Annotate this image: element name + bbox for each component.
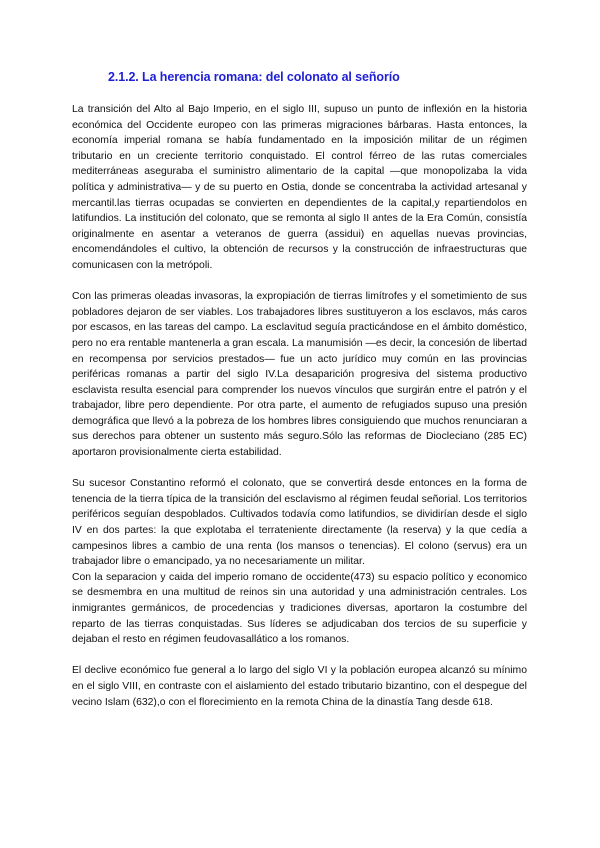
- document-body: [72, 102, 527, 726]
- paragraph-4: Con la separacion y caida del imperio romano de occidente(473) su espacio político y economico se desmembra en una multitud de reinos sin una autoridad y una administración centrales. Los inmigrantes germánicos, de procedencias y tradiciones diversas, aportaron la costumbre del reparto de las tierras conquistadas. Sus líderes se adjudicaban dos tercios de su superficie y dejaban el resto en régimen feudovasallático a los romanos.: [72, 571, 527, 646]
- section-heading: 2.1.2. La herencia romana: del colonato al señorío: [108, 70, 400, 84]
- paragraph-3: Su sucesor Constantino reformó el colonato, que se convertirá desde entonces en la forma de tenencia de la tierra típica de la transición del esclavismo al régimen feudal señorial. Los territorios periféricos seguían despoblados. Cultivados todavía como latifundios, se dividirían desde el siglo IV en dos partes: la que explotaba el terrateniente directamente (la reserva) y la que cedía a campesinos libres a cambio de una renta (los mansos o tenencias). El colono (servus) era un trabajador libre o emancipado, ya no necesariamente un militar.: [72, 478, 527, 568]
- paragraph-1: La transición del Alto al Bajo Imperio, en el siglo III, supuso un punto de inflexión en la historia económica del Occidente europeo con las primeras migraciones bárbaras. Hasta entonces, la economía imperial romana se había fundamentado en la imposición militar de un régimen tributario en un creciente territorio conquistado. El control férreo de las rutas comerciales mediterráneas aseguraba el suministro alimentario de la capital —que monopolizaba la vida política y administrativa— y de su puerto en Ostia, donde se concentraba la actividad artesanal y mercantil.las tierras ocupadas se convierten en dependientes de la capital,y repartiendolos en latifundios. La institución del colonato, que se remonta al siglo II antes de la Era Común, consistía originalmente en asentar a veteranos de guerra (assidui) en aquellas nuevas provincias, encomendándoles el cultivo, la obtención de recursos y la construcción de infraestructuras que comunicasen con la metrópoli.: [72, 104, 527, 271]
- paragraph-5: El declive económico fue general a lo largo del siglo VI y la población europea alcanzó su mínimo en el siglo VIII, en contraste con el aislamiento del estado tributario bizantino, con el despegue del vecino Islam (632),o con el florecimiento en la remota China de la dinastía Tang desde 618.: [72, 665, 527, 708]
- paragraph-2: Con las primeras oleadas invasoras, la expropiación de tierras limítrofes y el sometimiento de sus pobladores dejaron de ser viables. Los trabajadores libres sustituyeron a los esclavos, más caros por escasos, en las tareas del campo. La esclavitud seguía practicándose en el ámbito doméstico, pero no era rentable mantenerla a gran escala. La manumisión —es decir, la concesión de libertad en recompensa por servicios prestados— fue un acto jurídico muy común en las provincias periféricas romanas a partir del siglo IV.La desaparición progresiva del sistema productivo esclavista resulta esencial para comprender los nuevos vínculos que surgirán entre el patrón y el trabajador, libre pero dependiente. Por otra parte, el aumento de refugiados supuso una presión demográfica que llevó a la pobreza de los hombres libres consiguiendo que muchos renunciaran a sus derechos para obtener un sustento más seguro.Sólo las reformas de Diocleciano (285 EC) aportaron provisionalmente cierta estabilidad.: [72, 291, 527, 459]
